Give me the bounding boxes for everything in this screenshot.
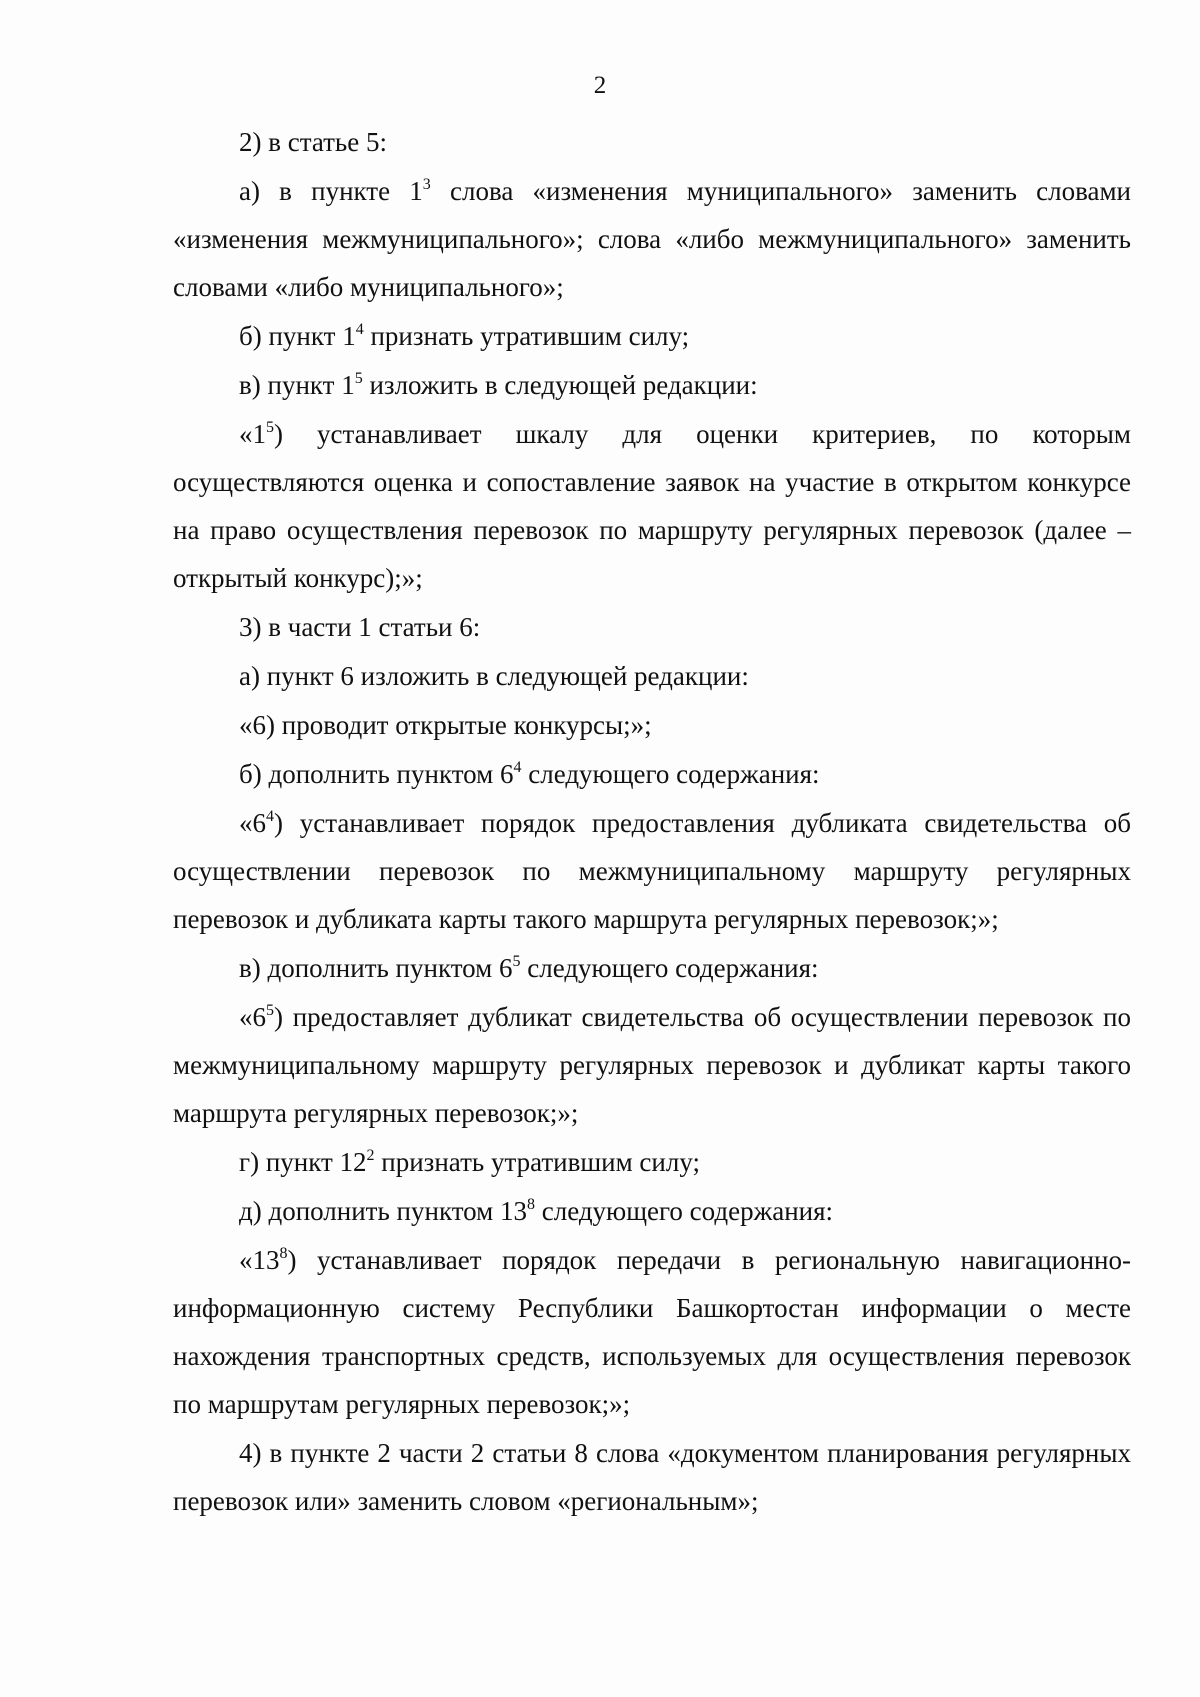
superscript: 4 <box>513 759 522 776</box>
paragraph-text: г) пункт 12 <box>239 1147 367 1177</box>
page-number: 2 <box>593 72 607 99</box>
paragraph-text: 2) в статье 5: <box>239 127 387 157</box>
paragraph <box>173 1236 1131 1428</box>
superscript: 4 <box>355 321 364 338</box>
paragraph <box>173 118 1131 166</box>
paragraph <box>173 1429 1131 1525</box>
paragraph-text: 4) в пункте 2 части 2 статьи 8 слова «документом планирования регулярных перевозок или» заменить словом «региональным»; <box>173 1438 1131 1516</box>
paragraph <box>173 944 1131 992</box>
paragraph-text: ) устанавливает шкалу для оценки критериев, по которым осуществляются оценка и сопоставление заявок на участие в открытом конкурсе на право осуществления перевозок по маршруту регулярных перевозок (далее – открытый конкурс);»; <box>173 419 1131 593</box>
paragraph <box>173 799 1131 943</box>
superscript: 2 <box>366 1147 375 1164</box>
paragraph-text: следующего содержания: <box>521 759 820 789</box>
paragraph-text: «1 <box>239 419 266 449</box>
paragraph-text: изложить в следующей редакции: <box>362 370 758 400</box>
paragraph <box>173 361 1131 409</box>
paragraph-text: «6 <box>239 808 266 838</box>
paragraph <box>173 750 1131 798</box>
paragraph-text: ) устанавливает порядок предоставления дубликата свидетельства об осуществлении перевозок по межмуниципальному маршруту регулярных перевозок и дубликата карты такого маршрута регулярных перевозок;»; <box>173 808 1131 934</box>
superscript: 5 <box>266 419 274 436</box>
paragraph-text: ) устанавливает порядок передачи в региональную навигационно-информационную систему Республики Башкортостан информации о месте нахождения транспортных средств, используемых для осуществления перевозок по маршрутам регулярных перевозок;»; <box>173 1245 1131 1419</box>
paragraph <box>173 701 1131 749</box>
paragraph <box>173 312 1131 360</box>
paragraph-text: в) пункт 1 <box>239 370 355 400</box>
paragraph-text: следующего содержания: <box>534 1196 834 1226</box>
paragraph-text: следующего содержания: <box>520 953 819 983</box>
paragraph <box>173 1187 1131 1235</box>
paragraph-text: «13 <box>239 1245 280 1275</box>
paragraph-text: слова «изменения муниципального» заменить словами «изменения межмуниципального»; слова «либо межмуниципального» заменить словами «либо муниципального»; <box>173 176 1131 302</box>
superscript: 8 <box>279 1245 288 1262</box>
paragraph-text: ) предоставляет дубликат свидетельства об осуществлении перевозок по межмуниципальному маршруту регулярных перевозок и дубликат карты такого маршрута регулярных перевозок;»; <box>173 1002 1131 1128</box>
superscript: 3 <box>422 176 431 193</box>
paragraph <box>173 993 1131 1137</box>
paragraph-text: «6 <box>239 1002 266 1032</box>
superscript: 5 <box>512 953 521 970</box>
paragraph-text: признать утратившим силу; <box>374 1147 700 1177</box>
superscript: 8 <box>526 1196 535 1213</box>
paragraph-text: 3) в части 1 статьи 6: <box>239 612 481 642</box>
paragraph-text: «6) проводит открытые конкурсы;»; <box>239 710 652 740</box>
superscript: 5 <box>266 1002 274 1019</box>
paragraph-text: д) дополнить пунктом 13 <box>239 1196 527 1226</box>
superscript: 5 <box>354 370 363 387</box>
paragraph <box>173 652 1131 700</box>
superscript: 4 <box>266 808 274 825</box>
document-body <box>173 118 1131 1526</box>
paragraph <box>173 1138 1131 1186</box>
paragraph-text: в) дополнить пунктом 6 <box>239 953 513 983</box>
paragraph-text: б) дополнить пунктом 6 <box>239 759 514 789</box>
paragraph-text: а) пункт 6 изложить в следующей редакции: <box>239 661 749 691</box>
paragraph <box>173 410 1131 602</box>
paragraph-text: признать утратившим силу; <box>363 321 690 351</box>
paragraph-text: б) пункт 1 <box>239 321 356 351</box>
paragraph <box>173 603 1131 651</box>
paragraph <box>173 167 1131 311</box>
paragraph-text: а) в пункте 1 <box>239 176 423 206</box>
